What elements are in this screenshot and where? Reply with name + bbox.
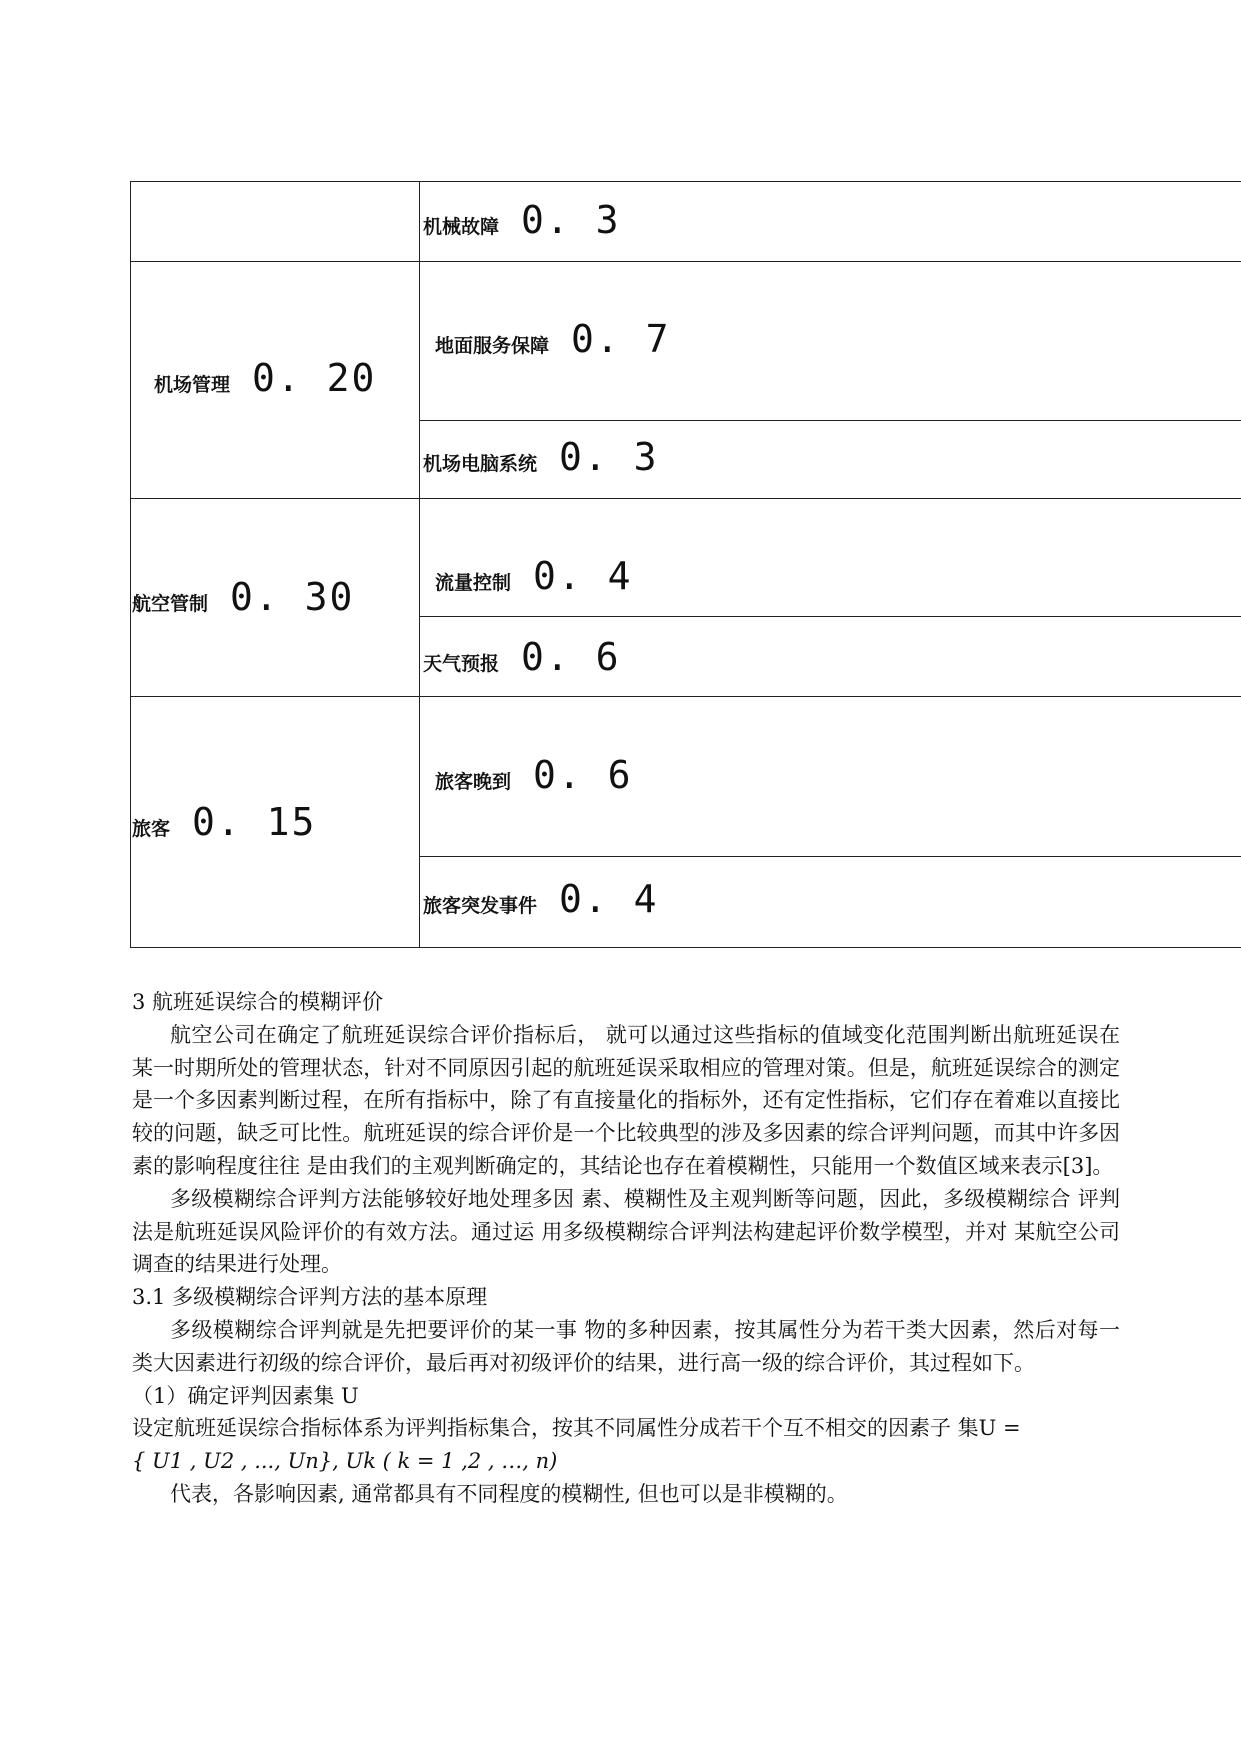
formula: { U1 , U2 , ..., Un}, Uk ( k = 1 ,2 , …, n) (132, 1449, 558, 1474)
subfactor-weight: 0. 4 (533, 554, 633, 598)
subfactor-name: 机场电脑系统 (423, 453, 538, 475)
paragraph: 设定航班延误综合指标体系为评判指标集合，按其不同属性分成若干个互不相交的因素子 集U = (132, 1416, 1021, 1441)
subfactor-weight: 0. 6 (533, 753, 633, 797)
factor-name: 机场管理 (154, 374, 231, 396)
subfactor-cell (420, 182, 1241, 261)
subfactor-weight: 0. 3 (521, 198, 621, 242)
subfactor-name: 旅客晚到 (435, 771, 512, 793)
paragraph: 多级模糊综合评判就是先把要评价的某一事 物的多种因素，按其属性分为若干类大因素，然后对每一类大因素进行初级的综合评价，最后再对初级评价的结果，进行高一级的综合评价，其过程如下。 (132, 1317, 1120, 1375)
factor-cell (131, 697, 420, 947)
step-heading: （1）确定评判因素集 U (132, 1383, 359, 1408)
subfactor-weight: 0. 4 (559, 877, 659, 921)
subfactor-cell (420, 697, 1241, 857)
subfactor-cell (420, 499, 1241, 617)
table-row-passenger (131, 697, 1241, 947)
weight-table (130, 181, 1241, 948)
subfactor-name: 旅客突发事件 (423, 895, 538, 917)
subfactor-weight: 0. 7 (571, 317, 671, 361)
paragraph: 代表，各影响因素, 通常都具有不同程度的模糊性, 但也可以是非模糊的。 (170, 1481, 848, 1506)
section-heading: 3 航班延误综合的模糊评价 (132, 990, 384, 1014)
table-cell-empty (131, 182, 420, 261)
subfactor-cell (420, 857, 1241, 947)
subfactor-name: 流量控制 (435, 572, 512, 594)
subfactor-weight: 0. 6 (521, 635, 621, 679)
table-row-mechanical (131, 182, 1241, 262)
subfactor-cell (420, 421, 1241, 498)
table-row-airport (131, 262, 1241, 499)
factor-name: 旅客 (132, 818, 171, 840)
factor-cell (131, 262, 420, 498)
table-row-atc (131, 499, 1241, 697)
factor-weight: 0. 15 (192, 800, 317, 844)
paragraph: 航空公司在确定了航班延误综合评价指标后， 就可以通过这些指标的值域变化范围判断出航班延误在某一时期所处的管理状态，针对不同原因引起的航班延误采取相应的管理对策。但是，航班延误综合的测定是一个多因素判断过程，在所有指标中，除了有直接量化的指标外，还有定性指标，它们存在着难以直接比较的问题，缺乏可比性。航班延误的综合评价是一个比较典型的涉及多因素的综合评判问题，而其中许多因素的影响程度往往 是由我们的主观判断确定的，其结论也存在着模糊性，只能用一个数值区域来表示[3]。 (132, 1022, 1120, 1178)
factor-weight: 0. 30 (230, 575, 355, 619)
subsection-heading: 3.1 多级模糊综合评判方法的基本原理 (132, 1285, 488, 1310)
paragraph: 多级模糊综合评判方法能够较好地处理多因 素、模糊性及主观判断等问题，因此，多级模糊综合 评判法是航班延误风险评价的有效方法。通过运 用多级模糊综合评判法构建起评价数学模型，并对 某航空公司调查的结果进行处理。 (132, 1186, 1120, 1277)
body-text (132, 986, 1120, 1511)
factor-name: 航空管制 (132, 593, 209, 615)
subfactor-name: 地面服务保障 (435, 335, 550, 357)
subfactor-weight: 0. 3 (559, 435, 659, 479)
subfactor-name: 天气预报 (423, 653, 500, 675)
subfactor-name: 机械故障 (423, 216, 500, 238)
subfactor-cell (420, 262, 1241, 421)
subfactor-cell (420, 617, 1241, 696)
factor-weight: 0. 20 (252, 356, 377, 400)
factor-cell (131, 499, 420, 696)
